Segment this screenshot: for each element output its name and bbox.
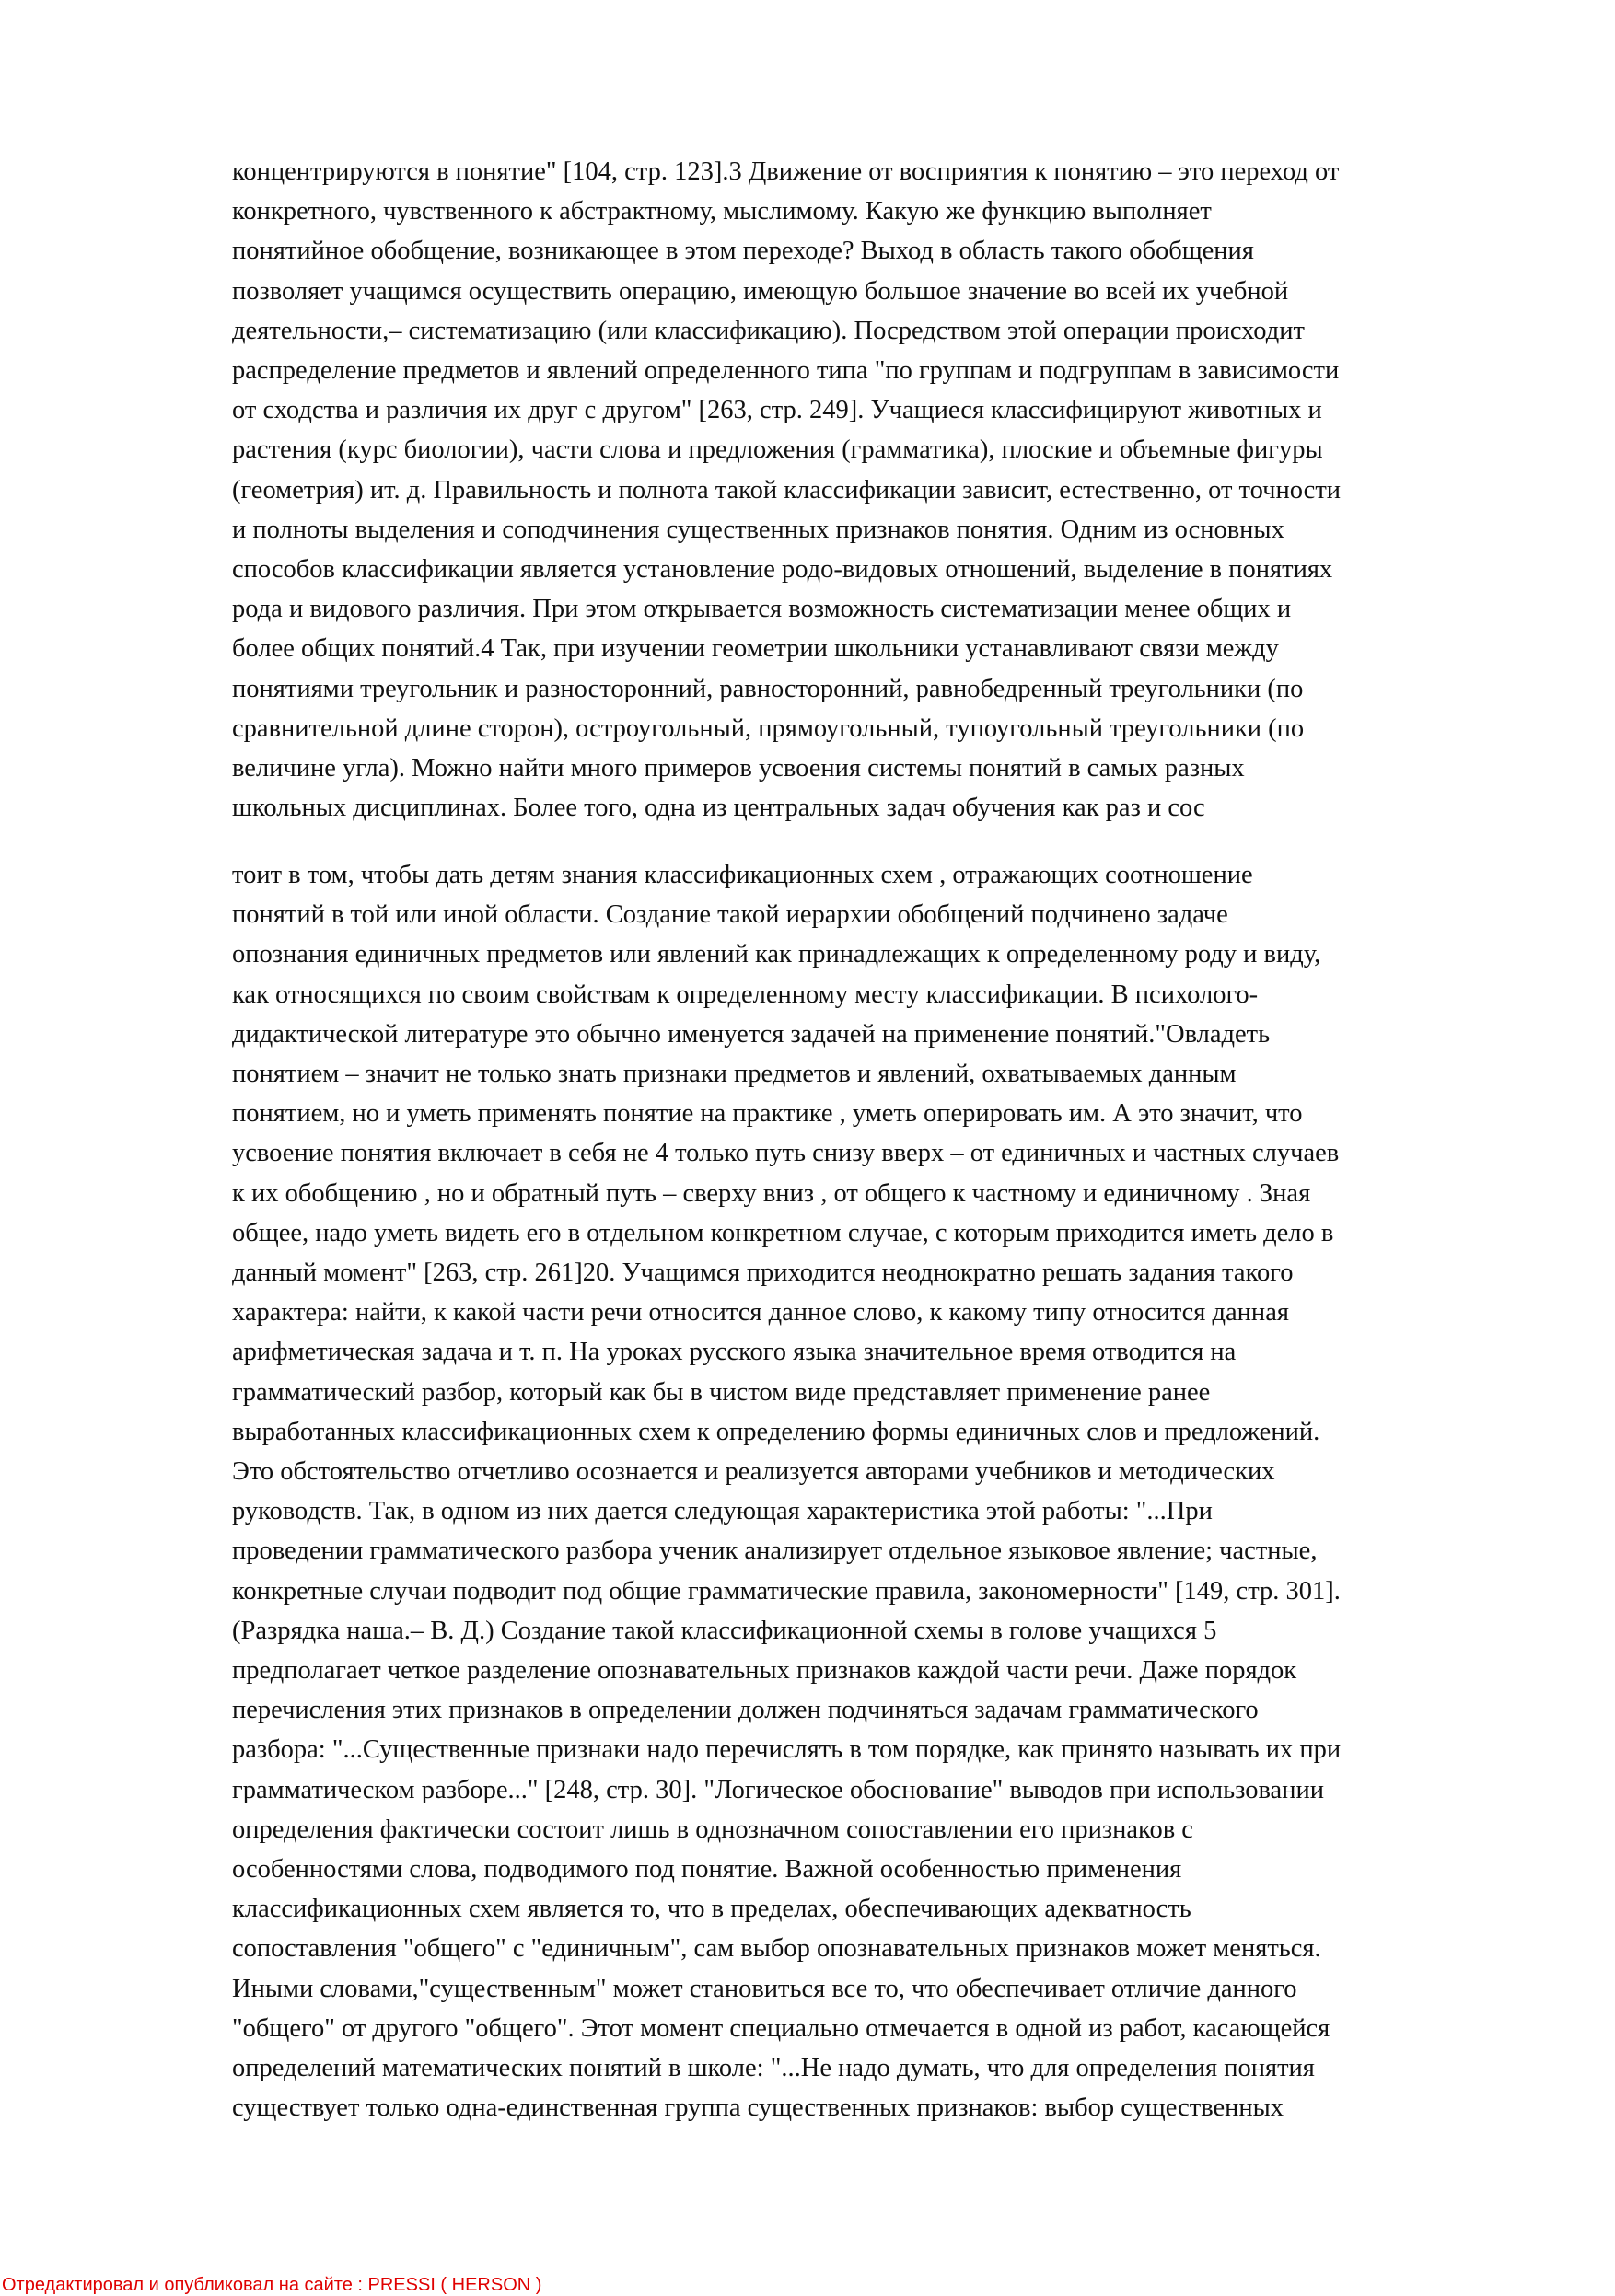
text-line: способов классификации является установление родо-видовых отношений, выделение в понятиях — [232, 555, 1333, 584]
text-line: определений математических понятий в школе: "...Не надо думать, что для определения понятия — [232, 2054, 1315, 2082]
text-line: выработанных классификационных схем к определению формы единичных слов и предложений. — [232, 1417, 1320, 1446]
text-line: рода и видового различия. При этом открывается возможность систематизации менее общих и — [232, 595, 1292, 624]
text-line: сравнительной длине сторон), остроугольный, прямоугольный, тупоугольный треугольники (по — [232, 713, 1305, 743]
text-line: от сходства и различия их друг с другом" [263, стр. 249]. Учащиеся классифицируют животных и — [232, 396, 1322, 425]
text-line: распределение предметов и явлений определенного типа "по группам и подгруппам в зависимости — [232, 356, 1340, 385]
text-line: усвоение понятия включает в себя не 4 только путь снизу вверх – от единичных и частных случаев — [232, 1139, 1340, 1168]
text-line: величине угла). Можно найти много примеров усвоения системы понятий в самых разных — [232, 754, 1245, 783]
text-line: Это обстоятельство отчетливо осознается и реализуется авторами учебников и методических — [232, 1457, 1275, 1486]
footer-publisher-note: Отредактировал и опубликовал на сайте : PRESSI ( HERSON ) — [2, 2275, 542, 2295]
text-line: конкретные случаи подводит под общие грамматические правила, закономерности" [149, стр. 301]. — [232, 1576, 1341, 1606]
text-line: арифметическая задача и т. п. На уроках русского языка значительное время отводится на — [232, 1338, 1237, 1367]
text-line: конкретного, чувственного к абстрактному, мыслимому. Какую же функцию выполняет — [232, 197, 1212, 226]
text-line: общее, надо уметь видеть его в отдельном конкретном случае, с которым приходится иметь дело в — [232, 1218, 1334, 1247]
text-line: дидактической литературе это обычно именуется задачей на применение понятий."Овладеть — [232, 1019, 1271, 1049]
text-line: классификационных схем является то, что в пределах, обеспечивающих адекватность — [232, 1895, 1191, 1924]
text-line: Иными словами,"существенным" может становиться все то, что обеспечивает отличие данного — [232, 1974, 1297, 2003]
text-line: грамматическом разборе..." [248, стр. 30]. "Логическое обоснование" выводов при использовании — [232, 1775, 1324, 1804]
text-line: данный момент" [263, стр. 261]20. Учащимся приходится неоднократно решать задания такого — [232, 1258, 1294, 1287]
text-line: понятием – значит не только знать признаки предметов и явлений, охватываемых данным — [232, 1060, 1237, 1088]
text-line: (геометрия) ит. д. Правильность и полнота такой классификации зависит, естественно, от точности — [232, 475, 1342, 504]
text-line: проведении грамматического разбора ученик анализирует отдельное языковое явление; частные, — [232, 1536, 1318, 1566]
text-line: понятиями треугольник и разносторонний, равносторонний, равнобедренный треугольники (по — [232, 674, 1304, 703]
text-line: (Разрядка наша.– В. Д.) Создание такой классификационной схемы в голове учащихся 5 — [232, 1616, 1217, 1645]
text-line: тоит в том, чтобы дать детям знания классификационных схем , отражающих соотношение — [232, 861, 1253, 889]
text-line: предполагает четкое разделение опознавательных признаков каждой части речи. Даже порядок — [232, 1656, 1297, 1685]
text-line: школьных дисциплинах. Более того, одна из центральных задач обучения как раз и сос — [232, 794, 1205, 823]
text-line: "общего" от другого "общего". Этот момент специально отмечается в одной из работ, касающейся — [232, 2013, 1330, 2043]
text-line: как относящихся по своим свойствам к определенному месту классификации. В психолого- — [232, 980, 1259, 1009]
text-line: существует только одна-единственная группа существенных признаков: выбор существенных — [232, 2093, 1284, 2123]
text-line: грамматический разбор, который как бы в чистом виде представляет применение ранее — [232, 1377, 1211, 1407]
text-line: сопоставления "общего" с "единичным", сам выбор опознавательных признаков может меняться. — [232, 1934, 1321, 1964]
text-line: и полноты выделения и соподчинения существенных признаков понятия. Одним из основных — [232, 515, 1284, 544]
text-line: понятий в той или иной области. Создание такой иерархии обобщений подчинено задаче — [232, 900, 1228, 930]
text-line: к их обобщению , но и обратный путь – сверху вниз , от общего к частному и единичному . Зная — [232, 1178, 1311, 1208]
text-line: позволяет учащимся осуществить операцию, имеющую большое значение во всей их учебной — [232, 276, 1289, 306]
text-line: понятийное обобщение, возникающее в этом переходе? Выход в область такого обобщения — [232, 237, 1254, 266]
text-line: особенностями слова, подводимого под понятие. Важной особенностью применения — [232, 1855, 1182, 1884]
text-line: растения (курс биологии), части слова и предложения (грамматика), плоские и объемные фигуры — [232, 435, 1323, 465]
text-line: перечисления этих признаков в определении должен подчиняться задачам грамматического — [232, 1696, 1259, 1725]
text-line: разбора: "...Существенные признаки надо перечислять в том порядке, как принято называть их при — [232, 1735, 1342, 1765]
text-line: деятельности,– систематизацию (или классификацию). Посредством этой операции происходит — [232, 316, 1305, 345]
text-line: понятием, но и уметь применять понятие на практике , уметь оперировать им. А это значит, что — [232, 1099, 1303, 1129]
text-line: определения фактически состоит лишь в однозначном сопоставлении его признаков с — [232, 1815, 1193, 1844]
text-line: опознания единичных предметов или явлений как принадлежащих к определенному роду и виду, — [232, 940, 1321, 969]
text-line: руководств. Так, в одном из них дается следующая характеристика этой работы: "...При — [232, 1497, 1213, 1526]
text-line: характера: найти, к какой части речи относится данное слово, к какому типу относится данная — [232, 1298, 1289, 1328]
text-line: более общих понятий.4 Так, при изучении геометрии школьники устанавливают связи между — [232, 634, 1279, 664]
text-line: концентрируются в понятие" [104, стр. 123].3 Движение от восприятия к понятию – это переход от — [232, 157, 1340, 186]
